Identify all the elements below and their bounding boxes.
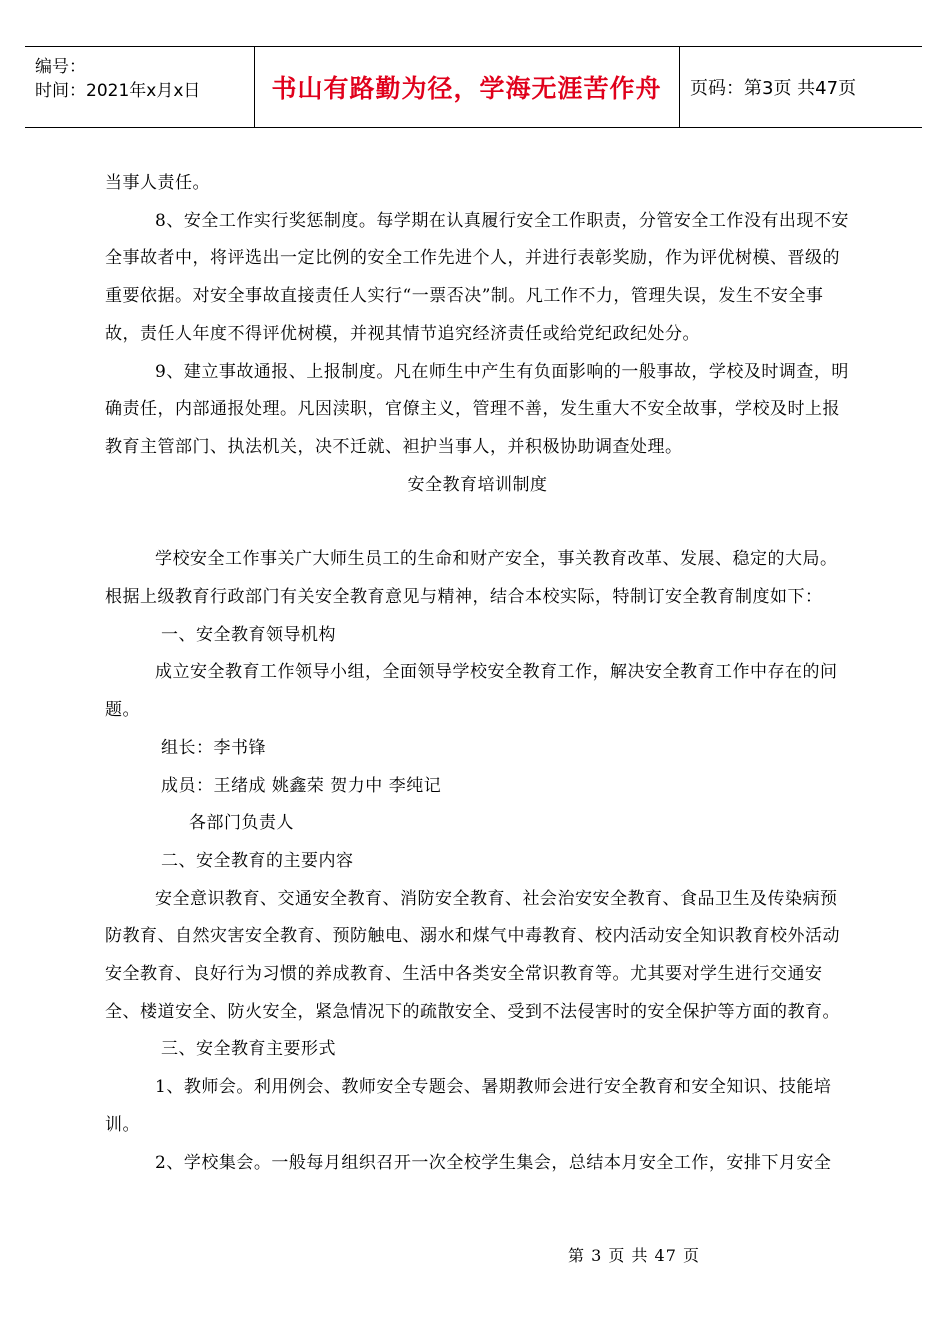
paragraph: 三、安全教育主要形式 <box>161 1039 336 1060</box>
paragraph-gap <box>105 504 850 541</box>
time-label: 时间：2021年x月x日 <box>35 81 201 101</box>
header-page-info: 页码：第3页 共47页 <box>690 78 857 99</box>
paragraph: 学校安全工作事关广大师生员工的生命和财产安全，事关教育改革、发展、稳定的大局。根据上级教育行政部门有关安全教育意见与精神，结合本校实际，特制订安全教育制度如下： <box>105 549 838 608</box>
header-divider-right <box>679 47 680 127</box>
paragraph: 二、安全教育的主要内容 <box>161 850 354 871</box>
document-body <box>105 165 850 1182</box>
page-footer: 第 3 页 共 47 页 <box>568 1246 700 1265</box>
section-title: 安全教育培训制度 <box>407 474 548 495</box>
paragraph: 组长：李书锋 <box>161 737 266 758</box>
paragraph: 成员：王绪成 姚鑫荣 贺力中 李纯记 <box>161 775 442 796</box>
header-motto: 书山有路勤为径，学海无涯苦作舟 <box>271 74 662 103</box>
paragraph: 当事人责任。 <box>105 173 210 193</box>
page-header <box>25 46 922 128</box>
paragraph: 安全意识教育、交通安全教育、消防安全教育、社会治安安全教育、食品卫生及传染病预防教育、自然灾害安全教育、预防触电、溺水和煤气中毒教育、校内活动安全知识教育校外活动安全教育、良好行为习惯的养成教育、生活中各类安全常识教育等。尤其要对学生进行交通安全、楼道安全、防火安全，紧急情况下的疏散安全、受到不法侵害时的安全保护等方面的教育。 <box>105 888 840 1022</box>
paragraph: 各部门负责人 <box>189 813 294 834</box>
paragraph: 一、安全教育领导机构 <box>161 624 336 645</box>
paragraph: 9、建立事故通报、上报制度。凡在师生中产生有负面影响的一般事故，学校及时调查，明确责任，内部通报处理。凡因渎职，官僚主义，管理不善，发生重大不安全故事，学校及时上报教育主管部门、执法机关，决不迁就、袒护当事人，并积极协助调查处理。 <box>105 361 849 457</box>
paragraph: 8、安全工作实行奖惩制度。每学期在认真履行安全工作职责，分管安全工作没有出现不安全事故者中，将评选出一定比例的安全工作先进个人，并进行表彰奖励，作为评优树模、晋级的重要依据。对安全事故直接责任人实行“一票否决”制。凡工作不力，管理失误，发生不安全事故，责任人年度不得评优树模，并视其情节追究经济责任或给党纪政纪处分。 <box>105 210 849 344</box>
header-meta <box>35 55 200 103</box>
paragraph: 1、教师会。利用例会、教师安全专题会、暑期教师会进行安全教育和安全知识、技能培训。 <box>105 1077 832 1135</box>
number-label: 编号： <box>35 57 86 77</box>
paragraph: 成立安全教育工作领导小组，全面领导学校安全教育工作，解决安全教育工作中存在的问题。 <box>105 662 838 721</box>
paragraph: 2、学校集会。一般每月组织召开一次全校学生集会，总结本月安全工作，安排下月安全 <box>155 1152 832 1173</box>
